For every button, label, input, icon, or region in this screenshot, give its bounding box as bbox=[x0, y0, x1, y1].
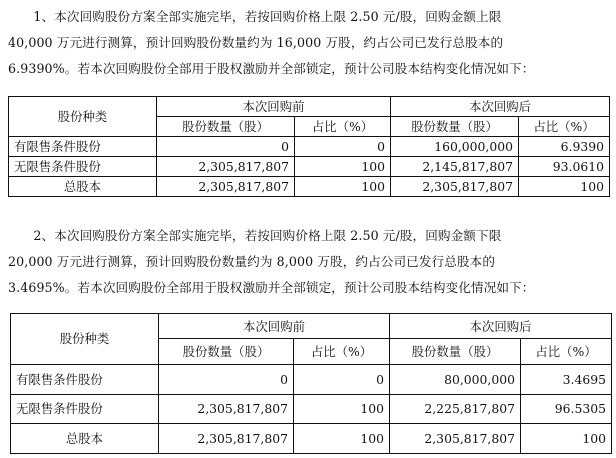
header-before-buyback: 本次回购前 bbox=[159, 314, 390, 339]
paragraph-line: 40,000 万元进行测算，预计回购股份数量约为 16,000 万股，约占公司已发行总股本的 bbox=[8, 35, 504, 50]
cell-before-pct: 0 bbox=[294, 364, 390, 394]
cell-after-pct: 100 bbox=[519, 177, 610, 197]
cell-share-type: 总股本 bbox=[11, 424, 159, 454]
cell-share-type: 无限售条件股份 bbox=[9, 157, 157, 177]
cell-share-type: 有限售条件股份 bbox=[9, 137, 157, 157]
paragraph-line: 3.4695%。若本次回购股份全部用于股权激励并全部锁定，预计公司股本结构变化情况如下： bbox=[8, 280, 535, 295]
table-row bbox=[9, 157, 610, 177]
table-row bbox=[9, 177, 610, 197]
paragraph-line: 2、本次回购股份方案全部实施完毕，若按回购价格上限 2.50 元/股，回购金额下限 bbox=[8, 228, 502, 243]
paragraph-line: 20,000 万元进行测算，预计回购股份数量约为 8,000 万股，约占公司已发行总股本的 bbox=[8, 254, 496, 269]
header-after-pct: 占比（%） bbox=[521, 339, 612, 364]
cell-after-qty: 2,305,817,807 bbox=[391, 177, 519, 197]
header-before-pct: 占比（%） bbox=[294, 339, 390, 364]
cell-before-pct: 100 bbox=[295, 157, 391, 177]
table-row bbox=[11, 424, 612, 454]
header-after-buyback: 本次回购后 bbox=[390, 314, 612, 339]
cell-after-pct: 6.9390 bbox=[519, 137, 610, 157]
cell-before-qty: 0 bbox=[157, 137, 295, 157]
header-after-pct: 占比（%） bbox=[519, 117, 610, 137]
cell-after-qty: 2,145,817,807 bbox=[391, 157, 519, 177]
header-before-pct: 占比（%） bbox=[295, 117, 391, 137]
header-before-qty: 股份数量（股） bbox=[157, 117, 295, 137]
cell-before-pct: 100 bbox=[295, 177, 391, 197]
header-after-buyback: 本次回购后 bbox=[391, 97, 610, 117]
cell-before-qty: 0 bbox=[159, 364, 294, 394]
cell-before-qty: 2,305,817,807 bbox=[157, 157, 295, 177]
cell-before-pct: 100 bbox=[294, 394, 390, 424]
cell-after-pct: 3.4695 bbox=[521, 364, 612, 394]
cell-after-pct: 93.0610 bbox=[519, 157, 610, 177]
cell-before-qty: 2,305,817,807 bbox=[157, 177, 295, 197]
table-header-row bbox=[11, 314, 612, 339]
cell-before-pct: 100 bbox=[294, 424, 390, 454]
cell-after-qty: 2,225,817,807 bbox=[390, 394, 521, 424]
header-after-qty: 股份数量（股） bbox=[391, 117, 519, 137]
table-header-row bbox=[9, 97, 610, 117]
share-structure-table-2 bbox=[10, 313, 612, 454]
cell-after-qty: 2,305,817,807 bbox=[390, 424, 521, 454]
table-row bbox=[11, 364, 612, 394]
cell-share-type: 无限售条件股份 bbox=[11, 394, 159, 424]
paragraph-line: 1、本次回购股份方案全部实施完毕，若按回购价格上限 2.50 元/股，回购金额上限 bbox=[8, 9, 502, 24]
paragraph-line: 6.9390%。若本次回购股份全部用于股权激励并全部锁定，预计公司股本结构变化情况如下： bbox=[8, 61, 535, 76]
header-after-qty: 股份数量（股） bbox=[390, 339, 521, 364]
cell-before-qty: 2,305,817,807 bbox=[159, 424, 294, 454]
cell-before-qty: 2,305,817,807 bbox=[159, 394, 294, 424]
cell-after-qty: 160,000,000 bbox=[391, 137, 519, 157]
cell-share-type: 有限售条件股份 bbox=[11, 364, 159, 394]
cell-share-type: 总股本 bbox=[9, 177, 157, 197]
header-share-type: 股份种类 bbox=[9, 97, 157, 137]
table-row bbox=[9, 137, 610, 157]
table-row bbox=[11, 394, 612, 424]
share-structure-table-1 bbox=[8, 96, 610, 197]
cell-after-pct: 100 bbox=[521, 424, 612, 454]
header-share-type: 股份种类 bbox=[11, 314, 159, 365]
header-before-qty: 股份数量（股） bbox=[159, 339, 294, 364]
cell-before-pct: 0 bbox=[295, 137, 391, 157]
cell-after-pct: 96.5305 bbox=[521, 394, 612, 424]
section2-paragraph bbox=[8, 223, 608, 301]
header-before-buyback: 本次回购前 bbox=[157, 97, 391, 117]
cell-after-qty: 80,000,000 bbox=[390, 364, 521, 394]
section1-paragraph bbox=[8, 4, 608, 82]
